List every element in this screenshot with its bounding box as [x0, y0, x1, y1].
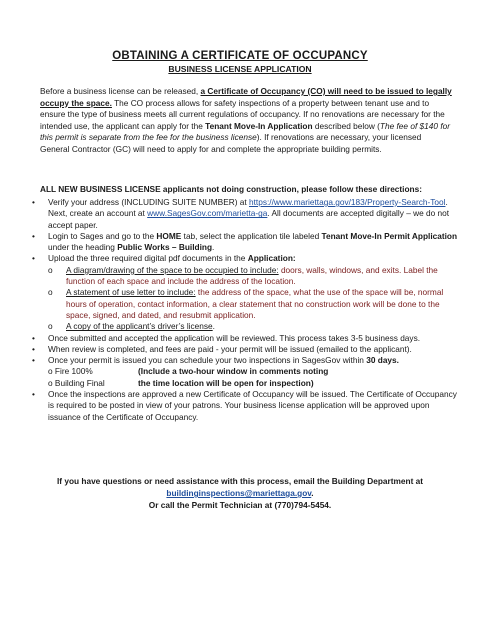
diagram-requirement-label: A diagram/drawing of the space to be occupied to include: — [66, 264, 279, 275]
sub-bullet-icon: o — [48, 321, 53, 332]
statement-requirement-text: the address of the space, what the use of the space will be, normal hours of operation, contact information, a clear statement that no construction work will be done to the space, signed, and dated, and resubmit application. — [66, 287, 444, 320]
step-2-text-b: tab, select the application tile labeled — [181, 230, 322, 241]
list-item — [22, 355, 462, 366]
list-item — [22, 389, 462, 423]
bullet-icon: • — [32, 389, 35, 400]
step-1-text-c: . All documents are accepted digitally – we do not accept paper. — [48, 208, 450, 230]
inspection-note-1: (Include a two-hour window in comments noting — [138, 366, 329, 377]
bullet-icon: • — [32, 230, 35, 241]
step-6-deadline: 30 days. — [366, 355, 399, 366]
email-link[interactable]: buildinginspections@mariettaga.gov — [166, 488, 312, 498]
intro-co-requirement: a Certificate of Occupancy (CO) will need to be issued to legally occupy the space. — [40, 86, 452, 108]
fire-inspection-label: o Fire 100% — [48, 366, 93, 377]
inspection-row-building — [22, 378, 462, 389]
bullet-icon: • — [32, 355, 35, 366]
step-7-text: Once the inspections are approved a new Certificate of Occupancy will be issued. The Certificate of Occupancy is required to be posted in view of your patrons. Your business license application will be approved upon issuance of the Certificate of Occupancy. — [48, 389, 457, 422]
step-2-text: Login to Sages and go to the — [48, 230, 157, 241]
license-requirement-end: . — [212, 321, 215, 332]
document-title: OBTAINING A CERTIFICATE OF OCCUPANCY — [112, 50, 368, 62]
step-1-text-b: . Next, create an account at — [48, 197, 448, 219]
intro-paragraph — [40, 86, 452, 155]
step-4-text: Once submitted and accepted the application will be reviewed. This process takes 3-5 business days. — [48, 332, 421, 343]
diagram-requirement-text: doors, walls, windows, and exits. Label the function of each space and include the address of the location. — [66, 264, 438, 287]
intro-fee-note: The fee of $140 for this permit is separate from the fee for the business license — [40, 120, 451, 142]
step-3-text: Upload the three required digital pdf documents in the — [48, 253, 248, 264]
intro-tenant-move-in: Tenant Move-In Application — [205, 120, 313, 131]
sub-list-item — [22, 265, 462, 288]
bullet-icon: • — [32, 253, 35, 264]
list-item — [22, 197, 462, 231]
intro-text-7: ). If renovations are necessary, your licensed General Contractor (GC) will need to apply for and complete the appropriate building permits. — [40, 132, 422, 154]
list-item — [22, 344, 462, 355]
license-requirement-label: A copy of the applicant’s driver’s license — [66, 321, 213, 332]
document-subtitle: BUSINESS LICENSE APPLICATION — [168, 64, 312, 74]
sub-list-item — [22, 287, 462, 321]
intro-text-3: The CO process allows for safety inspections of a property between tenant use and to ensure the type of business meets all current regulations of occupancy. If no renovations are necessary for the intended use, the applicant can apply for the — [40, 97, 445, 131]
sagesgov-link[interactable]: www.SagesGov.com/marietta-ga — [147, 208, 268, 219]
intro-text-1: Before a business license can be released, — [40, 86, 201, 96]
footer-line-3: Or call the Permit Technician at (770)794-5454. — [148, 500, 332, 510]
contact-footer — [0, 475, 480, 511]
intro-text-5: described below ( — [312, 120, 380, 131]
step-5-text: When review is completed, and fees are paid - your permit will be issued (emailed to the applicant). — [48, 343, 412, 354]
bullet-icon: • — [32, 197, 35, 207]
property-search-link[interactable]: https://www.mariettaga.gov/183/Property-Search-Tool — [249, 197, 446, 207]
application-label: Application: — [247, 253, 296, 264]
home-tab-label: HOME — [156, 230, 182, 241]
statement-requirement-label: A statement of use letter to include: — [66, 287, 196, 298]
list-item — [22, 253, 462, 264]
step-1-text: Verify your address (INCLUDING SUITE NUMBER) at — [48, 197, 250, 207]
footer-line-1: If you have questions or need assistance with this process, email the Building Department at — [56, 476, 424, 486]
footer-line-2 — [0, 487, 480, 499]
sub-bullet-icon: o — [48, 287, 53, 298]
step-2-text-d: . — [212, 242, 215, 253]
heading-label: Public Works – Building — [117, 242, 213, 253]
list-item — [22, 231, 462, 254]
step-2-text-c: under the heading — [48, 242, 118, 253]
application-tile-label: Tenant Move-In Permit Application — [321, 230, 458, 241]
step-6-text: Once your permit is issued you can schedule your two inspections in SagesGov within — [48, 355, 367, 366]
directions-heading: ALL NEW BUSINESS LICENSE applicants not doing construction, please follow these directions: — [40, 184, 423, 194]
bullet-icon: • — [32, 343, 35, 354]
bullet-icon: • — [32, 332, 35, 343]
building-inspection-label: o Building Final — [48, 377, 105, 388]
list-item — [22, 333, 462, 344]
footer-period: . — [311, 488, 314, 498]
directions-list — [22, 197, 462, 423]
inspection-row-fire — [22, 366, 462, 377]
sub-list-item — [22, 321, 462, 332]
inspection-note-2: the time location will be open for inspection) — [138, 377, 314, 388]
sub-bullet-icon: o — [48, 264, 53, 275]
